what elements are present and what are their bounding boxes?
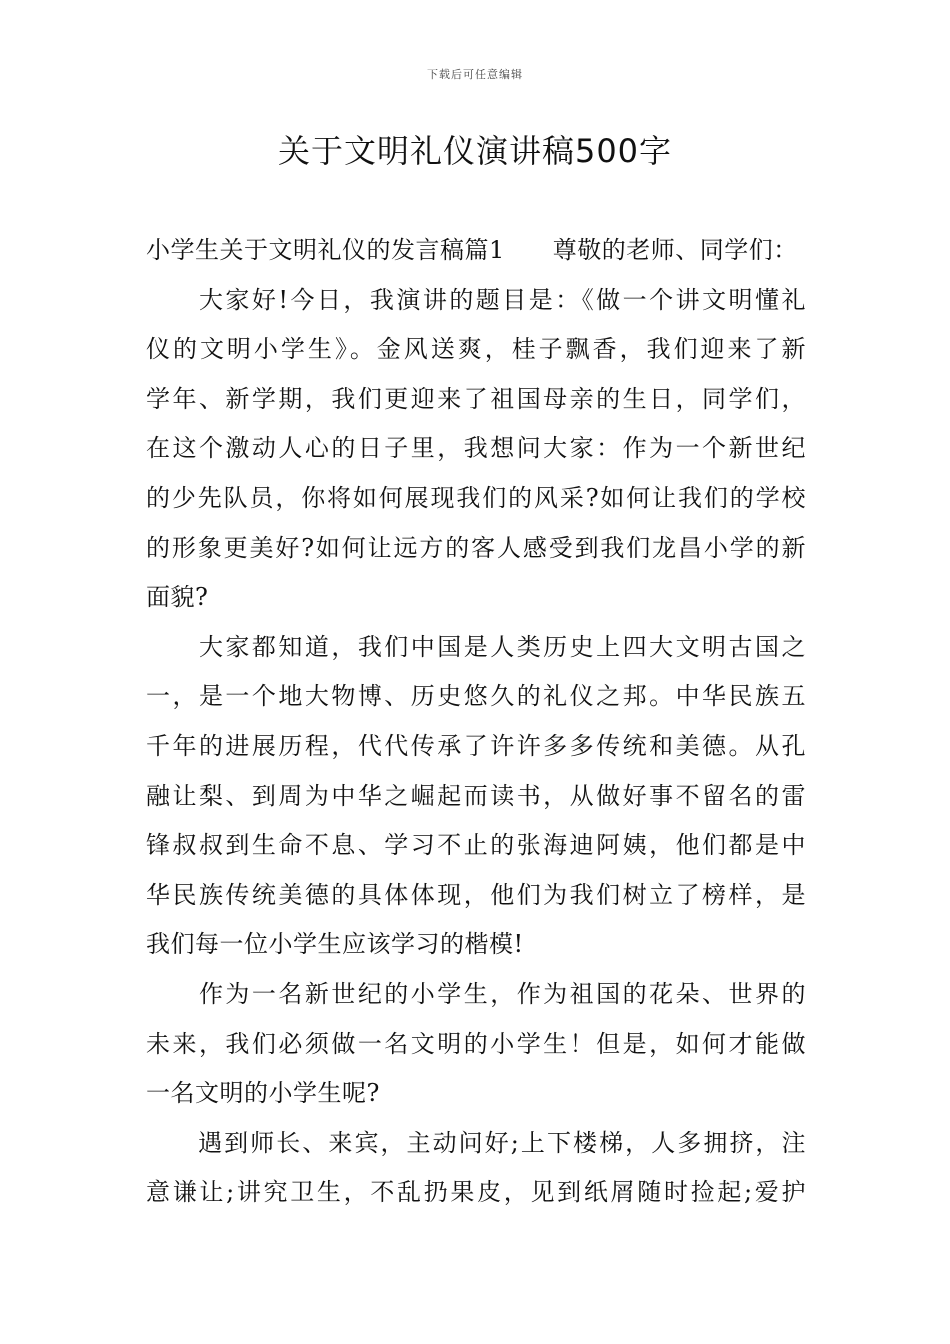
text-line: 的少先队员，你将如何展现我们的风采?如何让我们的学校 (146, 483, 806, 512)
lead-line (146, 226, 806, 276)
salutation: 尊敬的老师、同学们： (552, 236, 798, 264)
document-body (146, 226, 806, 1218)
text-line: 一名文明的小学生呢? (146, 1079, 380, 1108)
paragraph-3 (146, 970, 806, 1119)
text-line: 千年的进展历程，代代传承了许许多多传统和美德。从孔 (146, 731, 806, 760)
text-line: 我们每一位小学生应该学习的楷模! (146, 930, 524, 959)
text-line: 意谦让;讲究卫生，不乱扔果皮，见到纸屑随时捡起;爱护 (146, 1178, 806, 1207)
text-line: 面貌? (146, 583, 209, 612)
text-line: 遇到师长、来宾，主动问好;上下楼梯，人多拥挤，注 (146, 1128, 806, 1157)
section-label: 小学生关于文明礼仪的发言稿篇1 (146, 236, 505, 264)
paragraph-1 (146, 276, 806, 623)
text-line: 锋叔叔到生命不息、学习不止的张海迪阿姨，他们都是中 (146, 831, 806, 860)
paragraph-2 (146, 623, 806, 970)
text-line: 的形象更美好?如何让远方的客人感受到我们龙昌小学的新 (146, 533, 806, 562)
text-line: 一，是一个地大物博、历史悠久的礼仪之邦。中华民族五 (146, 682, 806, 711)
text-line: 在这个激动人心的日子里，我想问大家：作为一个新世纪 (146, 434, 806, 463)
header-note: 下载后可任意编辑 (427, 68, 523, 81)
document-title: 关于文明礼仪演讲稿500字 (277, 132, 673, 170)
text-line: 作为一名新世纪的小学生，作为祖国的花朵、世界的 (146, 979, 806, 1008)
text-line: 大家好!今日，我演讲的题目是：《做一个讲文明懂礼 (146, 285, 806, 314)
text-line: 学年、新学期，我们更迎来了祖国母亲的生日，同学们， (146, 384, 806, 413)
text-line: 仪的文明小学生》。金风送爽，桂子飘香，我们迎来了新 (146, 335, 806, 364)
text-line: 融让梨、到周为中华之崛起而读书，从做好事不留名的雷 (146, 781, 806, 810)
text-line: 未来，我们必须做一名文明的小学生！但是，如何才能做 (146, 1029, 806, 1058)
paragraph-4 (146, 1119, 806, 1218)
text-line: 大家都知道，我们中国是人类历史上四大文明古国之 (146, 632, 806, 661)
text-line: 华民族传统美德的具体体现，他们为我们树立了榜样，是 (146, 880, 806, 909)
